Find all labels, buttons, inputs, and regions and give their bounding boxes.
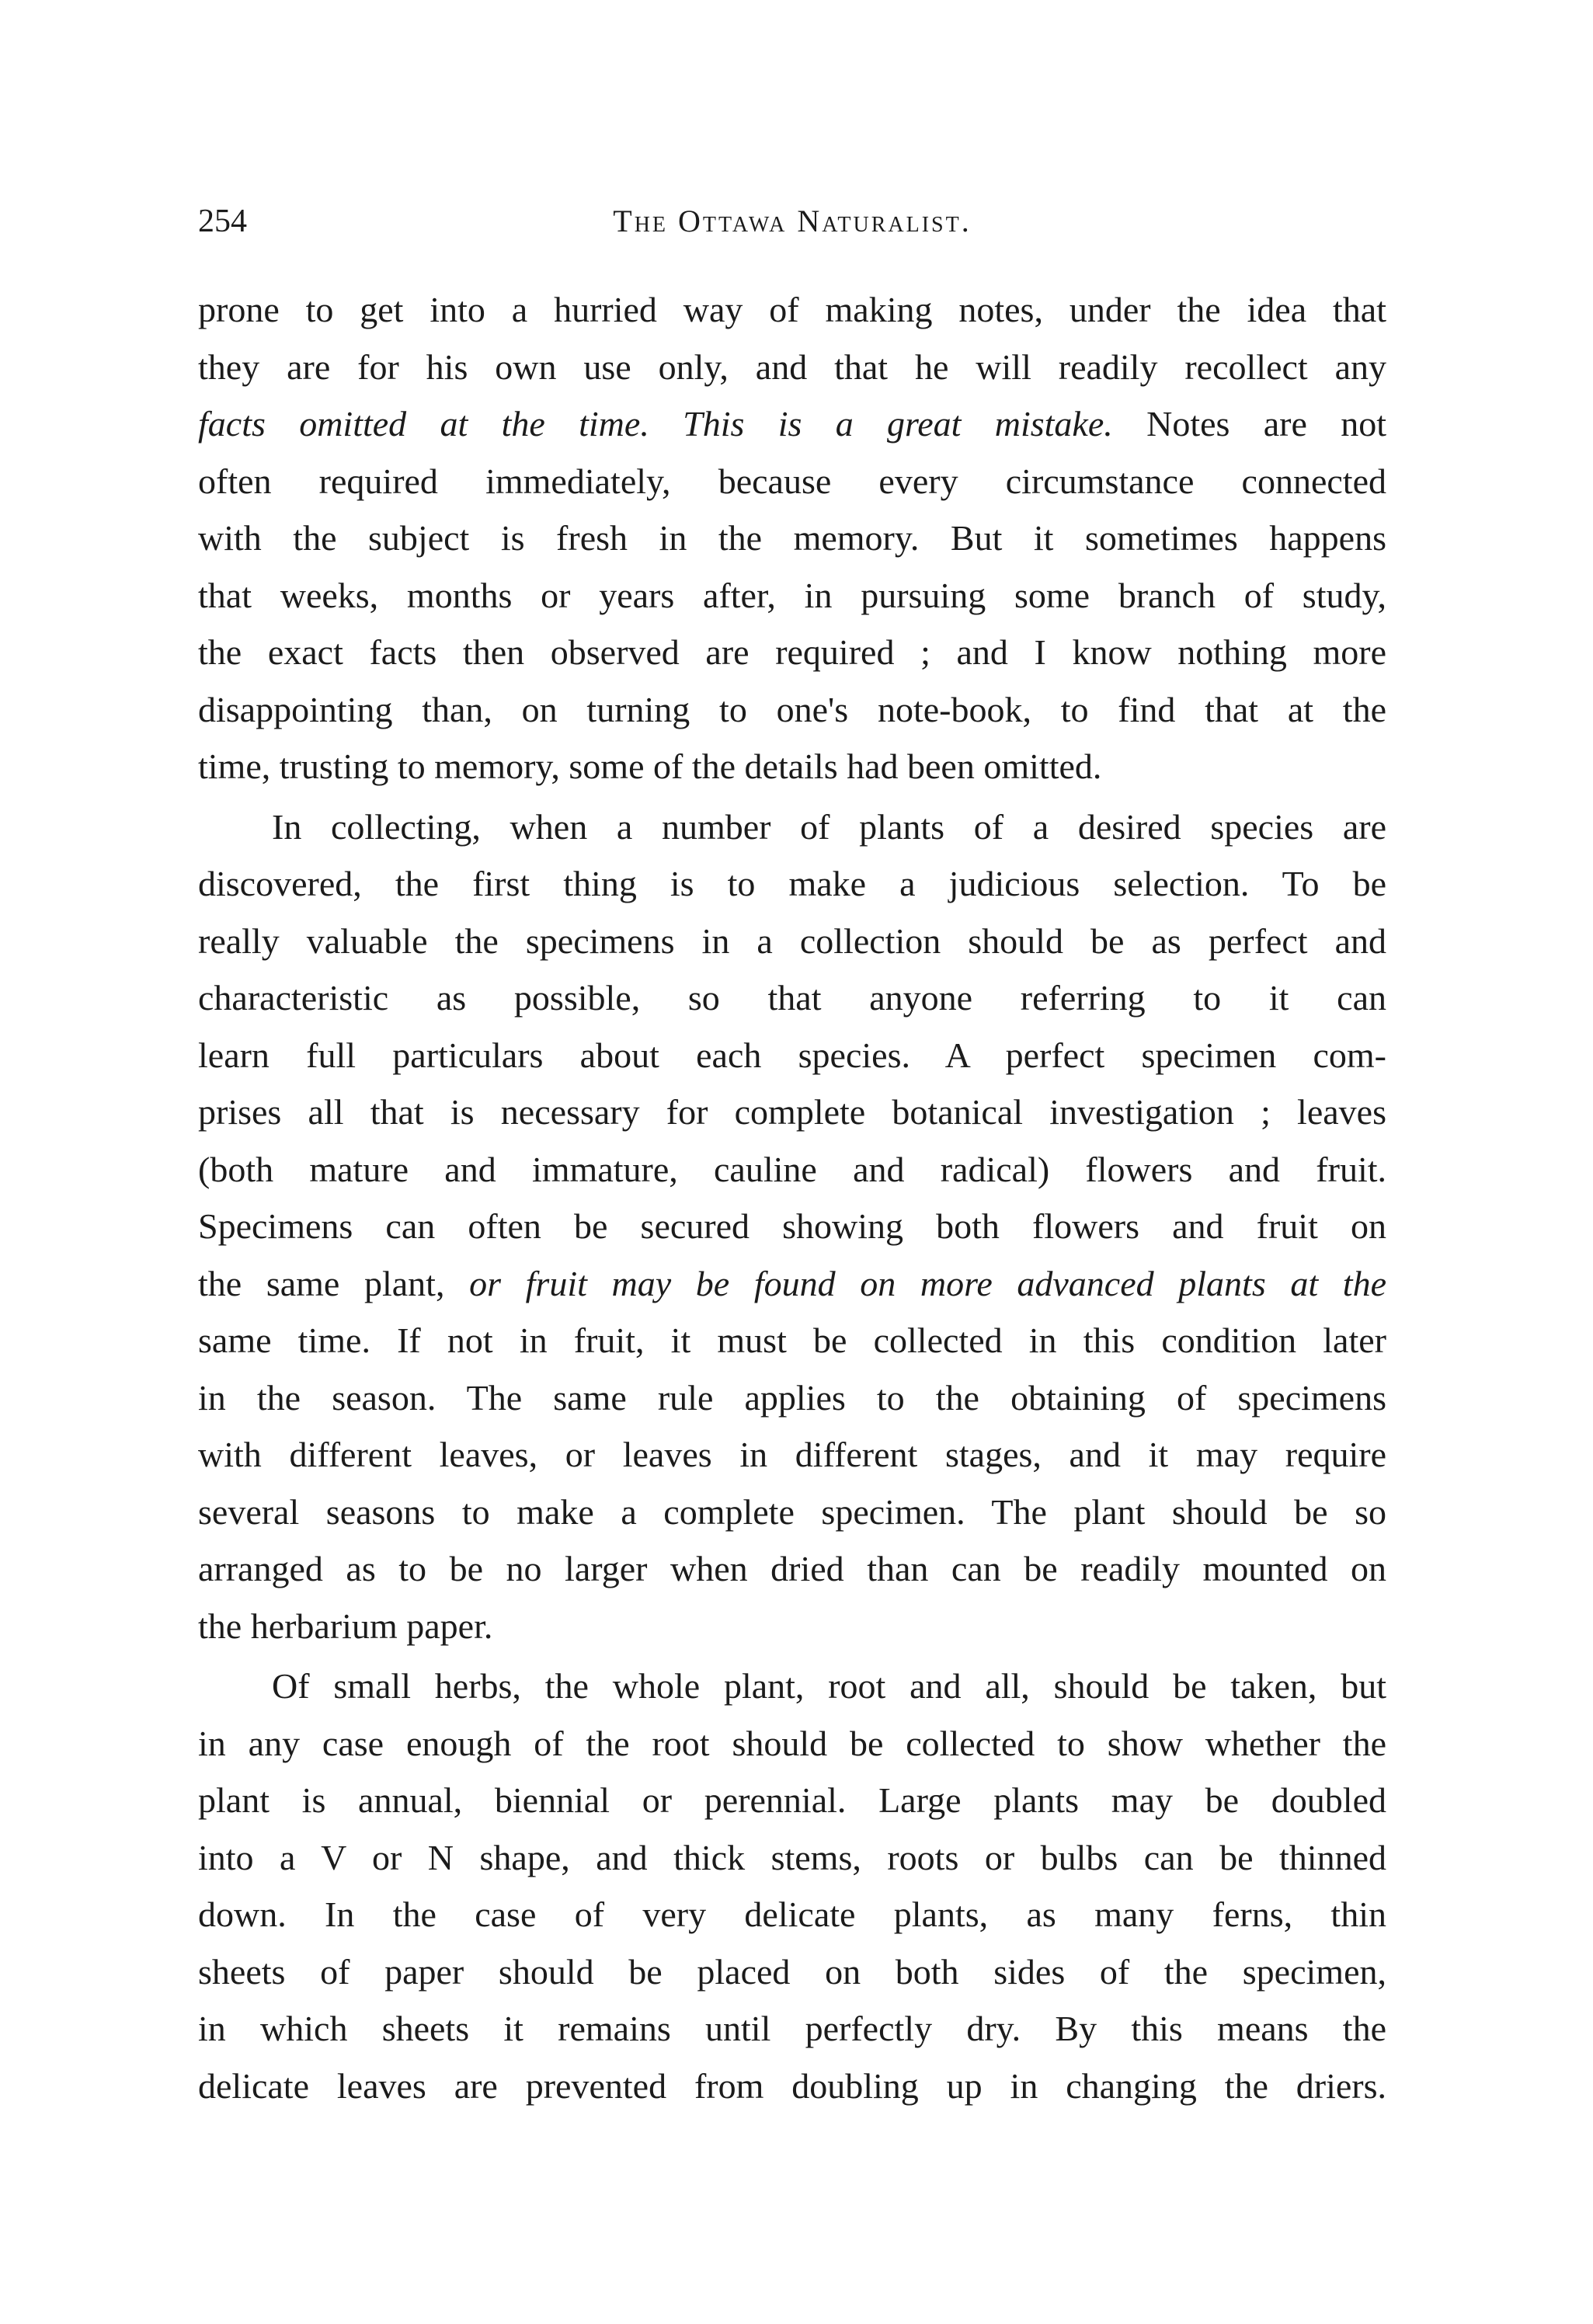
text-line: plant is annual, biennial or perennial. Large plants may be doubled <box>198 1780 1386 1820</box>
text-line: in the season. The same rule applies to the obtaining of specimens <box>198 1377 1386 1418</box>
text-line: into a V or N shape, and thick stems, roots or bulbs can be thinned <box>198 1837 1386 1877</box>
text-line: discovered, the first thing is to make a judicious selection. To be <box>198 864 1386 903</box>
text-line: in which sheets it remains until perfectly dry. By this means the <box>198 2009 1386 2048</box>
running-title: The Ottawa Naturalist. <box>613 204 972 238</box>
text-line: Of small herbs, the whole plant, root and all, should be taken, but <box>272 1666 1386 1706</box>
text-line: delicate leaves are prevented from doubling up in changing the driers. <box>198 2065 1386 2106</box>
text-line <box>198 395 1386 453</box>
text-line: In collecting, when a number of plants of a desired species are <box>272 806 1386 847</box>
text-line: sheets of paper should be placed on both sides of the specimen, <box>198 1951 1386 1992</box>
text-line: prises all that is necessary for complete botanical investigation ; leaves <box>198 1092 1386 1132</box>
text-line: they are for his own use only, and that he will readily recollect any <box>198 346 1386 387</box>
text-span: Notes are not <box>1112 404 1386 444</box>
text-line: time, trusting to memory, some of the details had been omitted. <box>198 746 1102 786</box>
paragraph-3 <box>198 1658 1386 2114</box>
text-line: prone to get into a hurried way of making notes, under the idea that <box>198 290 1386 329</box>
italic-text: or fruit may be found on more advanced plants at the <box>469 1263 1386 1303</box>
text-line: with different leaves, or leaves in different stages, and it may require <box>198 1435 1386 1474</box>
page-header <box>198 198 1386 245</box>
text-line: that weeks, months or years after, in pursuing some branch of study, <box>198 575 1386 615</box>
paragraph-1 <box>198 281 1386 795</box>
paragraph-2 <box>198 798 1386 1655</box>
text-line: in any case enough of the root should be collected to show whether the <box>198 1723 1386 1763</box>
text-line: characteristic as possible, so that anyone referring to it can <box>198 978 1386 1018</box>
text-line: disappointing than, on turning to one's note-book, to find that at the <box>198 689 1386 729</box>
text-line: with the subject is fresh in the memory. But it sometimes happens <box>198 518 1386 558</box>
text-line: often required immediately, because every circumstance connected <box>198 461 1386 501</box>
page-number: 254 <box>198 204 247 239</box>
text-line: (both mature and immature, cauline and radical) flowers and fruit. <box>198 1149 1386 1189</box>
text-line: learn full particulars about each species. A perfect specimen com- <box>198 1035 1386 1075</box>
italic-text: facts omitted at the time. This is a great mistake. <box>198 404 1113 444</box>
body-text <box>198 281 1386 2114</box>
text-line: arranged as to be no larger when dried than can be readily mounted on <box>198 1549 1386 1588</box>
text-line: several seasons to make a complete specimen. The plant should be so <box>198 1491 1386 1532</box>
text-line: the exact facts then observed are required ; and I know nothing more <box>198 632 1386 672</box>
text-line: the herbarium paper. <box>198 1606 493 1646</box>
text-line: same time. If not in fruit, it must be collected in this condition later <box>198 1320 1386 1360</box>
text-span: the same plant, <box>198 1263 470 1303</box>
text-line <box>198 1255 1386 1313</box>
text-line: really valuable the specimens in a collection should be as perfect and <box>198 920 1386 961</box>
text-line: Specimens can often be secured showing both flowers and fruit on <box>198 1206 1386 1246</box>
text-line: down. In the case of very delicate plants, as many ferns, thin <box>198 1894 1386 1934</box>
